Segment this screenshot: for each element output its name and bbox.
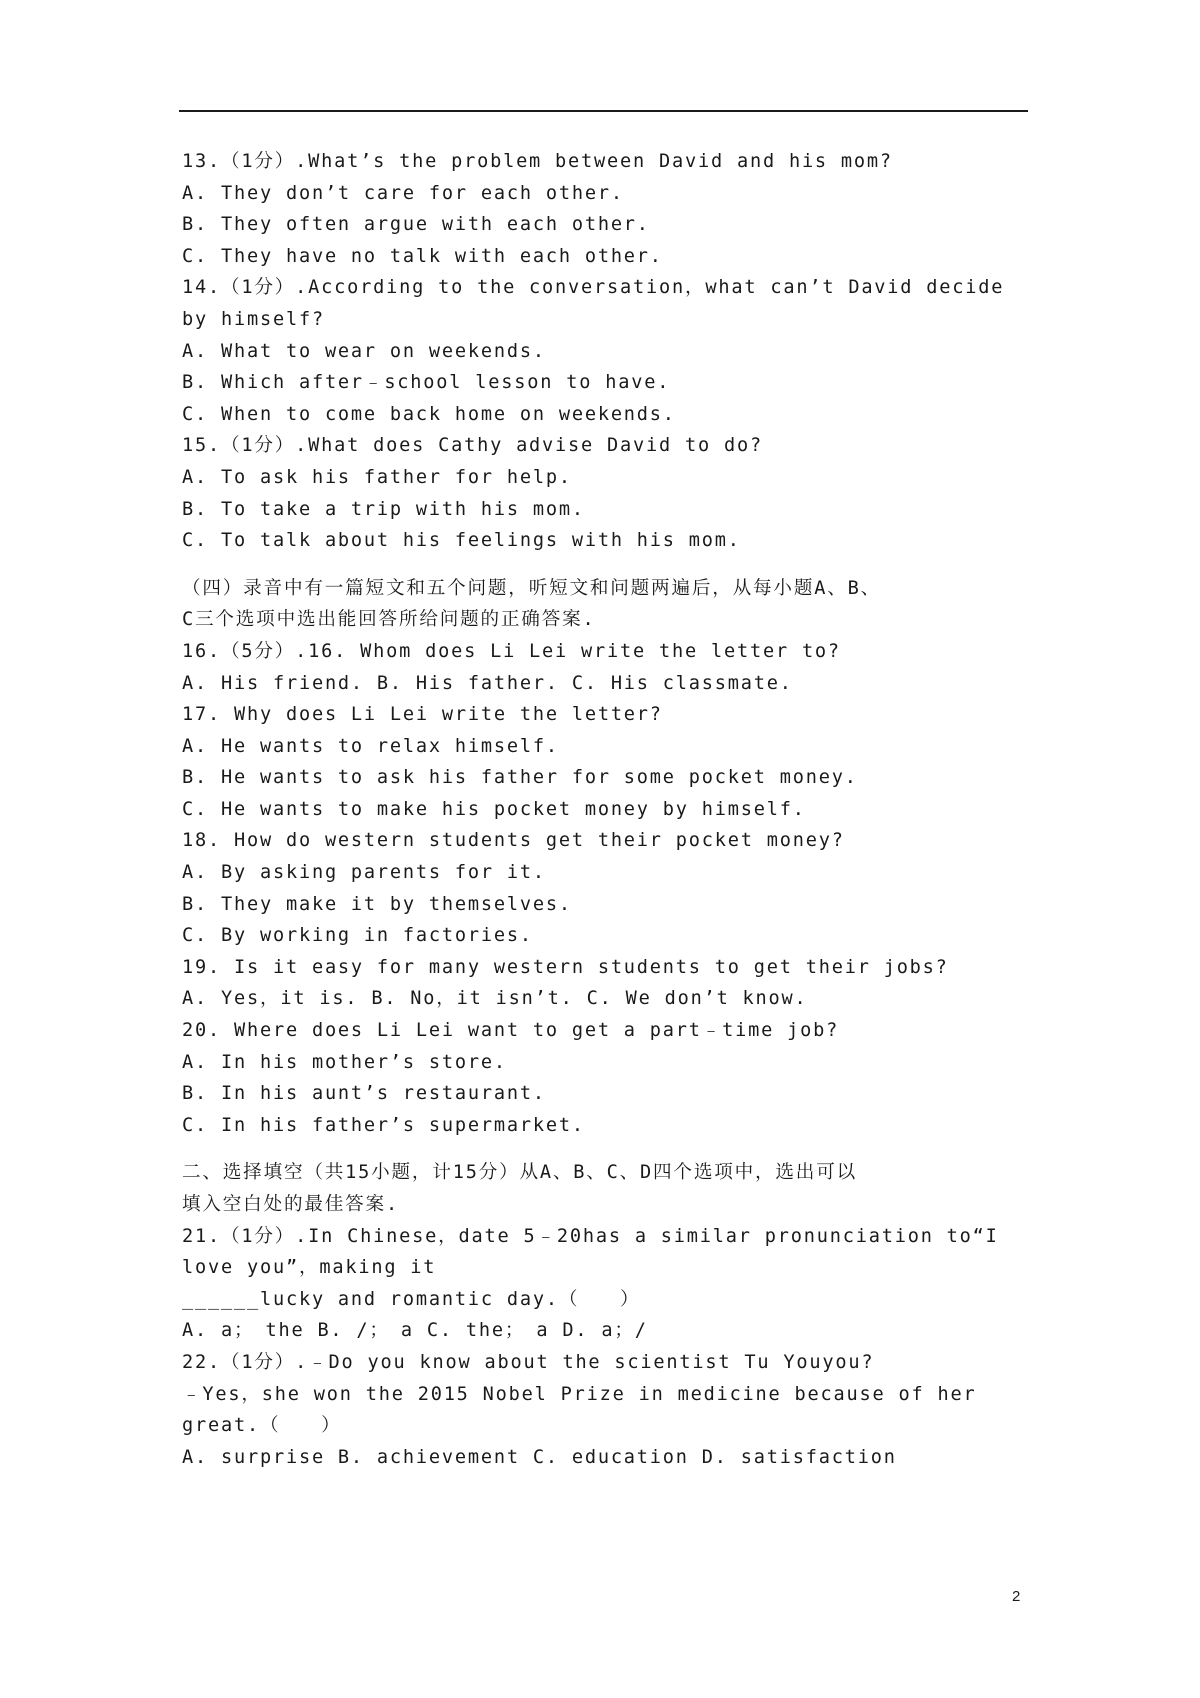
text-line: 13.（1分）.What’s the problem between David and his mom? xyxy=(182,151,893,172)
text-line: 14.（1分）.According to the conversation，what can’t David decide xyxy=(182,277,1005,299)
text-line: love you”，making it xyxy=(182,1257,437,1279)
text-line: A. Yes，it is. B. No，it isn’t. C. We don’t know. xyxy=(182,988,808,1010)
text-line: C. They have no talk with each other. xyxy=(182,245,663,267)
text-line: 16.（5分）.16. Whom does Li Lei write the letter to? xyxy=(182,640,841,662)
text-line: great.（ ） xyxy=(182,1415,342,1437)
text-line: 21.（1分）.In Chinese，date 5﹣20has a similar pronunciation to“I xyxy=(182,1225,999,1247)
text-line: B. In his aunt’s restaurant. xyxy=(182,1083,546,1105)
text-line: 19. Is it easy for many western students to get their jobs? xyxy=(182,956,949,978)
text-line: B. They make it by themselves. xyxy=(182,893,572,915)
question-text-block xyxy=(182,146,1032,1473)
text-line: C三个选项中选出能回答所给问题的正确答案. xyxy=(182,609,596,631)
text-line: A. They don’t care for each other. xyxy=(182,182,624,204)
text-line: （四）录音中有一篇短文和五个问题，听短文和问题两遍后，从每小题A、B、 xyxy=(182,577,881,599)
text-line: C. When to come back home on weekends. xyxy=(182,403,676,425)
text-line: A. He wants to relax himself. xyxy=(182,735,559,757)
text-line: A. To ask his father for help. xyxy=(182,466,572,488)
page-number: 2 xyxy=(1012,1588,1021,1605)
text-line: 17. Why does Li Lei write the letter? xyxy=(182,704,663,726)
text-line: A. In his mother’s store. xyxy=(182,1051,507,1073)
text-line: ﹣Yes，she won the 2015 Nobel Prize in medicine because of her xyxy=(182,1383,977,1405)
text-line: A. What to wear on weekends. xyxy=(182,340,546,362)
text-line: B. To take a trip with his mom. xyxy=(182,498,585,520)
text-line: A. surprise B. achievement C. education D. satisfaction xyxy=(182,1446,897,1468)
text-line: C. He wants to make his pocket money by himself. xyxy=(182,798,806,820)
text-line: by himself? xyxy=(182,308,325,330)
text-line: B. They often argue with each other. xyxy=(182,214,650,236)
text-line: C. To talk about his feelings with his mom. xyxy=(182,530,741,552)
text-line: 18. How do western students get their pocket money? xyxy=(182,830,845,852)
text-line: A. a； the B. /； a C. the； a D. a；/ xyxy=(182,1320,648,1342)
text-line: C. In his father’s supermarket. xyxy=(182,1114,585,1136)
text-line: A. By asking parents for it. xyxy=(182,862,546,884)
text-line: ______lucky and romantic day.（ ） xyxy=(182,1288,641,1310)
text-line: C. By working in factories. xyxy=(182,925,533,947)
text-line: 20. Where does Li Lei want to get a part﹣time job? xyxy=(182,1020,840,1042)
text-line: 15.（1分）.What does Cathy advise David to do? xyxy=(182,435,763,457)
text-line: 二、选择填空（共15小题，计15分）从A、B、C、D四个选项中，选出可以 xyxy=(182,1162,857,1184)
text-line: 填入空白处的最佳答案. xyxy=(182,1194,399,1215)
text-line: B. Which after﹣school lesson to have. xyxy=(182,372,671,394)
text-line: A. His friend. B. His father. C. His classmate. xyxy=(182,672,793,694)
header-rule xyxy=(179,110,1028,112)
text-line: 22.（1分）.﹣Do you know about the scientist Tu Youyou? xyxy=(182,1351,875,1373)
text-line: B. He wants to ask his father for some pocket money. xyxy=(182,767,858,789)
